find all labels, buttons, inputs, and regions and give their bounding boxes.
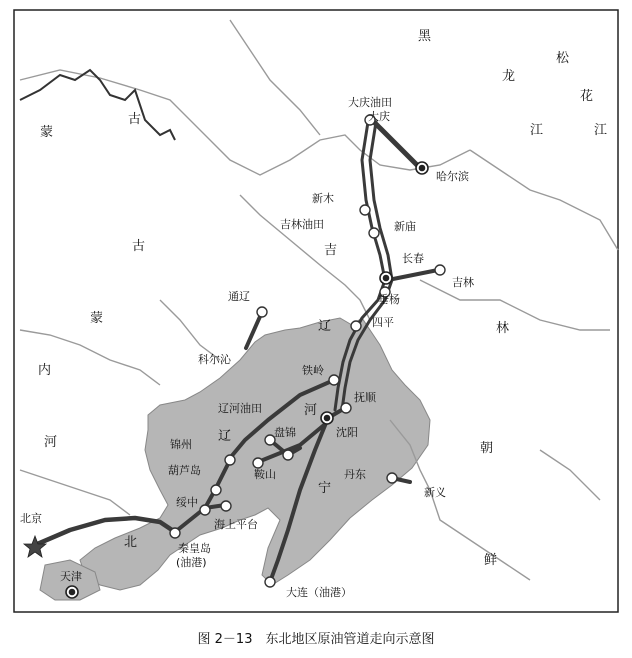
place-label-liaohe-oilfield: 辽河油田 xyxy=(218,402,262,415)
place-label-tongliao: 通辽 xyxy=(228,290,250,303)
place-label-panjin: 盘锦 xyxy=(274,426,296,439)
region-label-meng-2: 蒙 xyxy=(90,311,104,326)
harbin-dot xyxy=(420,166,425,171)
place-label-harbin: 哈尔滨 xyxy=(436,170,469,183)
region-label-ji: 吉 xyxy=(324,243,338,258)
place-label-dalian: 大连（油港） xyxy=(286,586,352,599)
node-qinhuangdao xyxy=(170,528,180,538)
region-label-bei: 北 xyxy=(124,535,138,550)
place-label-xinmu: 新木 xyxy=(312,192,334,205)
place-label-dandong: 丹东 xyxy=(344,468,366,481)
place-label-suizhong: 绥中 xyxy=(176,496,198,509)
region-label-gu-2: 古 xyxy=(132,239,146,254)
node-dalian xyxy=(265,577,275,587)
region-label-song: 松 xyxy=(556,51,570,66)
node-suizhong xyxy=(200,505,210,515)
place-label-shenyang: 沈阳 xyxy=(336,426,358,439)
place-label-chuiyang: 垂杨 xyxy=(378,293,400,306)
node-jilin xyxy=(435,265,445,275)
node-fushun xyxy=(341,403,351,413)
place-label-anshan: 鞍山 xyxy=(254,468,276,481)
node-jinzhou xyxy=(225,455,235,465)
region-label-hua: 花 xyxy=(580,89,594,104)
place-label-tianjin: 天津 xyxy=(60,570,82,583)
region-label-gu-1: 古 xyxy=(128,112,142,127)
region-label-long: 龙 xyxy=(502,69,516,84)
place-label-jilin-oilfield: 吉林油田 xyxy=(280,218,324,231)
region-label-hei: 黑 xyxy=(418,29,432,44)
place-label-xinmiao: 新庙 xyxy=(394,220,416,233)
place-label-horqin: 科尔沁 xyxy=(198,353,231,366)
node-siping xyxy=(351,321,361,331)
region-label-jiang-2: 江 xyxy=(594,123,608,138)
place-label-huludao: 葫芦岛 xyxy=(168,464,201,477)
region-label-he-2: 河 xyxy=(44,435,58,450)
region-label-lin: 林 xyxy=(496,321,510,336)
node-huludao xyxy=(211,485,221,495)
changchun-dot xyxy=(384,276,389,281)
region-label-liao-2: 辽 xyxy=(218,429,232,444)
place-label-jinzhou: 锦州 xyxy=(170,438,192,451)
region-label-nei: 内 xyxy=(38,363,52,378)
region-label-meng-1: 蒙 xyxy=(40,125,54,140)
region-label-ning: 宁 xyxy=(318,481,332,496)
region-label-liao-1: 辽 xyxy=(318,319,332,334)
place-label-qinhuangdao-port: (油港) xyxy=(176,556,207,569)
tianjin-dot xyxy=(70,590,75,595)
place-label-changchun: 长春 xyxy=(402,252,424,265)
place-label-beijing: 北京 xyxy=(20,512,42,525)
place-label-fushun: 抚顺 xyxy=(354,391,376,404)
region-label-he-1: 河 xyxy=(304,403,318,418)
place-label-qinhuangdao: 秦皇岛 xyxy=(178,542,211,555)
region-label-jiang-1: 江 xyxy=(530,123,544,138)
place-label-daqing: 大庆 xyxy=(368,110,390,123)
node-dandong xyxy=(387,473,397,483)
node-tieling xyxy=(329,375,339,385)
place-label-jilin: 吉林 xyxy=(452,276,474,289)
place-label-offshore-platform: 海上平台 xyxy=(214,518,258,531)
shenyang-dot xyxy=(325,416,330,421)
figure-caption: 图 2－13 东北地区原油管道走向示意图 xyxy=(197,632,435,647)
node-xinmu xyxy=(360,205,370,215)
node-panjin xyxy=(283,450,293,460)
place-label-siping: 四平 xyxy=(372,316,394,329)
region-label-xian: 鲜 xyxy=(484,553,498,568)
place-label-xinyi: 新义 xyxy=(424,486,446,499)
node-xinmiao xyxy=(369,228,379,238)
region-label-chao: 朝 xyxy=(480,441,494,456)
node-offshore xyxy=(221,501,231,511)
node-anshan xyxy=(253,458,263,468)
node-tongliao xyxy=(257,307,267,317)
place-label-daqing-oilfield: 大庆油田 xyxy=(348,96,392,109)
place-label-tieling: 铁岭 xyxy=(302,364,324,377)
